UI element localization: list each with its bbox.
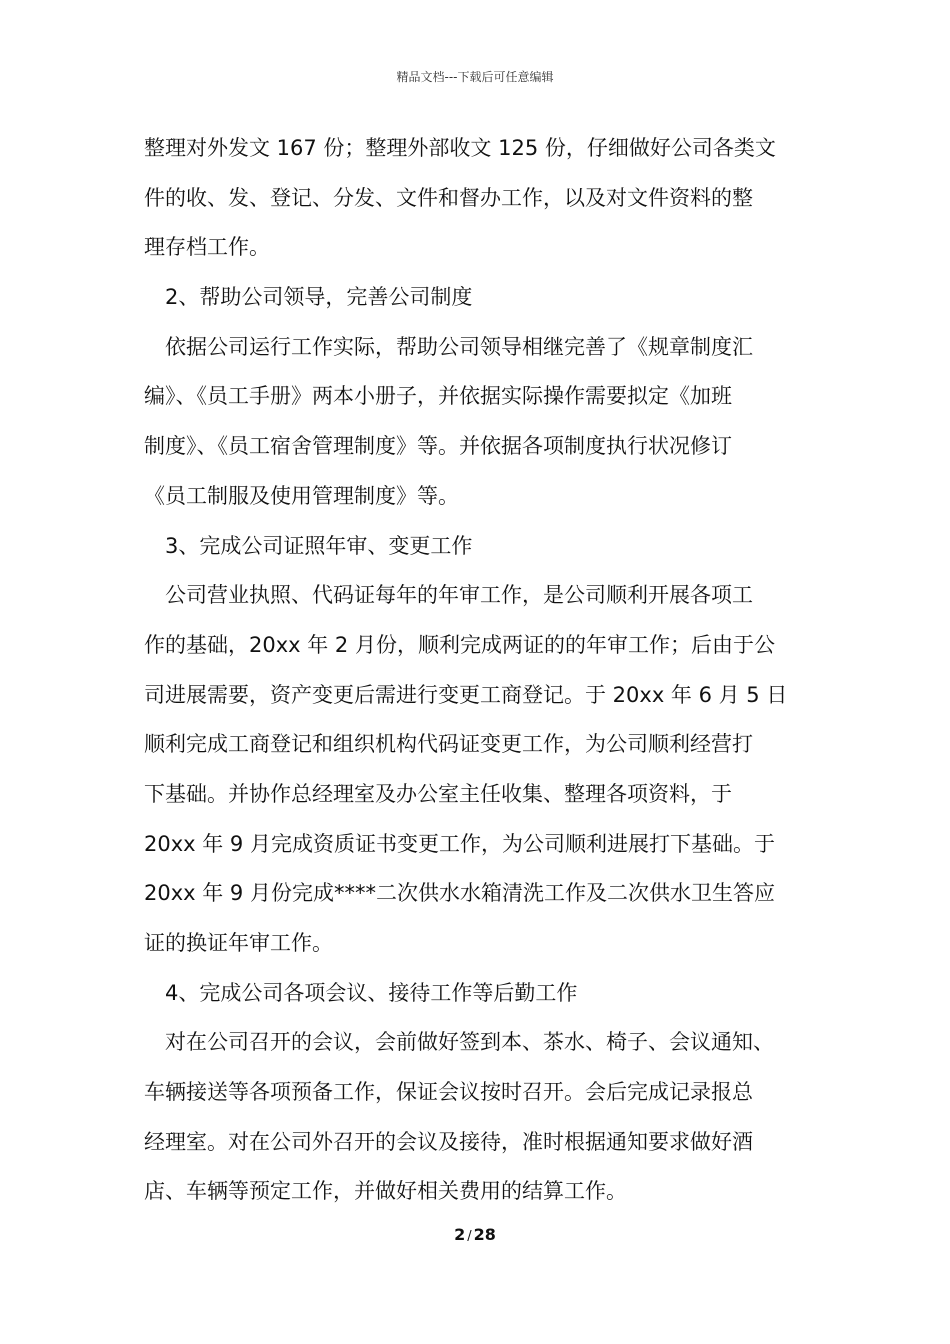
- current-page: 2: [454, 1225, 466, 1244]
- body-line: 整理对外发文 167 份；整理外部收文 125 份，仔细做好公司各类文: [144, 136, 776, 160]
- body-line: 20xx 年 9 月份完成****二次供水水箱清洗工作及二次供水卫生答应: [144, 881, 775, 906]
- body-line: 编》、《员工手册》两本小册子，并依据实际操作需要拟定《加班: [144, 384, 732, 409]
- body-line: 证的换证年审工作。: [144, 931, 333, 955]
- section-heading: 3、完成公司证照年审、变更工作: [165, 533, 473, 558]
- total-pages: 28: [473, 1225, 496, 1244]
- body-line: 制度》、《员工宿舍管理制度》等。并依据各项制度执行状况修订: [144, 434, 732, 459]
- body-line: 对在公司召开的会议，会前做好签到本、茶水、椅子、会议通知、: [165, 1030, 774, 1055]
- body-line: 20xx 年 9 月完成资质证书变更工作，为公司顺利进展打下基础。于: [144, 831, 775, 856]
- page-number: [0, 1225, 950, 1244]
- body-line: 车辆接送等各项预备工作，保证会议按时召开。会后完成记录报总: [144, 1080, 753, 1105]
- page-separator: /: [467, 1229, 472, 1244]
- body-line: 理存档工作。: [144, 235, 270, 260]
- body-line: 件的收、发、登记、分发、文件和督办工作，以及对文件资料的整: [144, 185, 753, 210]
- section-heading: 4、完成公司各项会议、接待工作等后勤工作: [165, 980, 578, 1005]
- body-line: 顺利完成工商登记和组织机构代码证变更工作，为公司顺利经营打: [144, 732, 753, 757]
- document-body: [144, 124, 816, 1217]
- body-line: 店、车辆等预定工作，并做好相关费用的结算工作。: [144, 1179, 627, 1204]
- body-line: 作的基础，20xx 年 2 月份，顺利完成两证的的年审工作；后由于公: [144, 632, 775, 657]
- body-line: 公司营业执照、代码证每年的年审工作，是公司顺利开展各项工: [165, 583, 753, 608]
- body-line: 司进展需要，资产变更后需进行变更工商登记。于 20xx 年 6 月 5 日: [144, 682, 788, 707]
- section-heading: 2、帮助公司领导，完善公司制度: [165, 285, 473, 310]
- body-line: 依据公司运行工作实际，帮助公司领导相继完善了《规章制度汇: [165, 334, 753, 359]
- page-header: 精品文档---下载后可任意编辑: [396, 70, 554, 84]
- body-line: 下基础。并协作总经理室及办公室主任收集、整理各项资料，于: [144, 781, 732, 806]
- body-line: 《员工制服及使用管理制度》等。: [144, 483, 459, 508]
- body-line: 经理室。对在公司外召开的会议及接待，准时根据通知要求做好酒: [144, 1129, 753, 1154]
